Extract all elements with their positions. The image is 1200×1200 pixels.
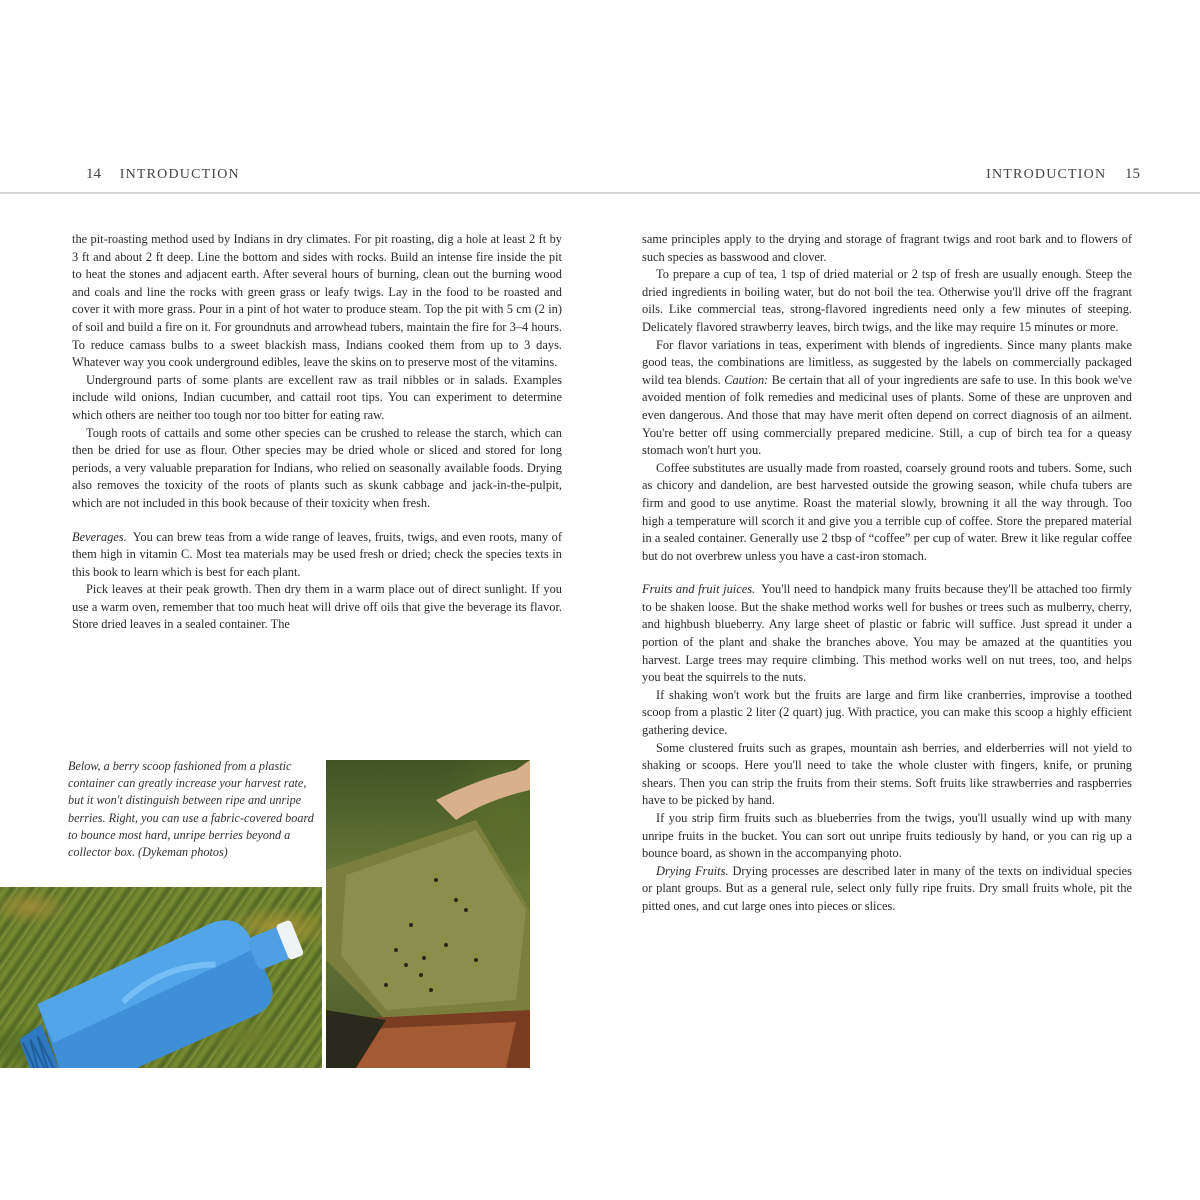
paragraph-text: Drying processes are described later in many of the texts on individual species or plant groups. But as a general rule, select only fully ripe fruits. Dry small fruits whole, pit the pitted ones, and cut large ones into pieces or slices. [642,863,1132,913]
paragraph: the pit-roasting method used by Indians in dry climates. For pit roasting, dig a hole at least 2 ft by 3 ft and about 2 ft deep. Line the bottom and sides with rocks. Build an intense fire inside the pit to heat the stones and adjacent earth. After several hours of burning, clean out the burning wood and coals and line the rocks with green grass or leafy twigs. Lay in the food to be roasted and cover it with more grass. Pour in a pint of hot water to produce steam. Top the pit with 5 cm (2 in) of soil and build a fire on it. For groundnuts and arrowhead tubers, maintain the fire for 3–4 hours. To reduce camass bulbs to a sweet blackish mass, Indians cooked them from up to 3 days. Whatever way you cook underground edibles, leave the skins on to preserve most of the vitamins. [72,232,562,370]
paragraph-text: You'll need to handpick many fruits because they'll be attached too firmly to be shaken loose. But the shake method works well for bushes or trees such as mulberry, cherry, and highbush blueberry. Any large sheet of plastic or fabric will suffice. Just spread it under a portion of the plant and shake the branches above. You may be amazed at the quantities you harvest. Large trees may require climbing. This method works well on nut trees, too, and helps you beat the squirrels to the nuts. [642,582,1132,685]
left-page-body [72,231,562,634]
paragraph-drying [642,863,1132,916]
berry-scoop-illustration [0,887,322,1068]
paragraph: Some clustered fruits such as grapes, mountain ash berries, and elderberries will not yield to shaking or scoops. Here you'll need to take the whole cluster with fingers, knife, or pruning shears. Then you can strip the fruits from their stems. Soft fruits like strawberries and raspberries have to be picked by hand. [642,740,1132,808]
page-number-left: 14 [86,166,101,182]
running-head-left [72,166,240,183]
paragraph-fruits [642,581,1132,687]
paragraph: Tough roots of cattails and some other species can be crushed to release the starch, which can then be dried for use as flour. Other species may be dried whole or sliced and stored for long periods, a very valuable preparation for Indians, who relied on seasonally available foods. Drying also removes the toxicity of the roots of plants such as skunk cabbage and jack-in-the-pulpit, which are not included in this book because of their toxicity when fresh. [72,425,562,510]
right-page-body [642,231,1132,916]
running-head-title-left: INTRODUCTION [119,167,240,182]
bounce-board-photo [326,760,530,1068]
page-number-right: 15 [1125,166,1140,182]
paragraph: Coffee substitutes are usually made from roasted, coarsely ground roots and tubers. Some, such as chicory and dandelion, are best harvested outside the growing season, while chufa tubers are firm and good to use anytime. Roast the material slowly, browning it all the way through. Too high a temperature will scorch it and give you a terrible cup of coffee. Store the prepared material in a sealed container. Generally use 2 tbsp of “coffee” per cup of water. Brew it like regular coffee but do not overbrew unless you have a cast-iron stomach. [642,460,1132,563]
paragraph-text: You can brew teas from a wide range of leaves, fruits, twigs, and even roots, many of them high in vitamin C. Most tea materials may be used fresh or dried; check the species texts in this book to learn which is best for each plant. [72,529,562,579]
paragraph [642,337,1132,460]
paragraph: If shaking won't work but the fruits are large and firm like cranberries, improvise a toothed scoop from a plastic 2 liter (2 quart) jug. With practice, you can make this scoop a highly efficient gathering device. [642,687,1132,738]
paragraph: Underground parts of some plants are excellent raw as trail nibbles or in salads. Examples include wild onions, Indian cucumber, and cattail root tips. You can experiment to determine which others are neither too tough nor too bitter for eating raw. [72,372,562,422]
running-head-title-right: INTRODUCTION [986,167,1107,182]
subheading-drying-fruits: Drying Fruits. [656,863,729,878]
paragraph: same principles apply to the drying and storage of fragrant twigs and root bark and to flowers of such species as basswood and clover. [642,232,1132,264]
photo-caption: Below, a berry scoop fashioned from a plastic container can greatly increase your harvest rate, but it won't distinguish between ripe and unripe berries. Right, you can use a fabric-covered board to bounce most hard, unripe berries beyond a collector box. (Dykeman photos) [68,759,314,860]
section-heading-beverages: Beverages. [72,529,127,544]
paragraph: Pick leaves at their peak growth. Then dry them in a warm place out of direct sunlight. If you use a warm oven, remember that too much heat will drive off oils that give the beverage its flavor. Store dried leaves in a sealed container. The [72,582,562,632]
header-rule [0,192,1200,194]
berry-scoop-photo [0,887,322,1068]
section-heading-fruits: Fruits and fruit juices. [642,582,756,597]
paragraph-text: Be certain that all of your ingredients are safe to use. In this book we've avoided mention of folk remedies and medicinal uses of plants. Some of these are unproven and even dangerous. And those that may have merit often depend on correct diagnosis of an ailment. You're better off using commercially prepared medicine. Still, a cup of birch tea for a queasy stomach won't hurt you. [642,372,1132,458]
running-head-right [986,166,1154,183]
bounce-board-illustration [326,760,530,1068]
caution-label: Caution: [724,372,769,387]
paragraph-text: For flavor variations in teas, experiment with blends of ingredients. Since many plants make good teas, the combinations are limitless, as suggested by the labels on commercially packaged wild tea blends. [642,337,1132,387]
paragraph: If you strip firm fruits such as blueberries from the twigs, you'll usually wind up with many unripe fruits in the bucket. You can sort out unripe fruits tediously by hand, or you can rig up a bounce board, as shown in the accompanying photo. [642,811,1132,861]
paragraph: To prepare a cup of tea, 1 tsp of dried material or 2 tsp of fresh are usually enough. Steep the dried ingredients in boiling water, but do not boil the tea. Otherwise you'll drive off the fragrant oils. Like commercial teas, strong-flavored ingredients need only a few minutes of steeping. Delicately flavored strawberry leaves, birch twigs, and the like may require 15 minutes or more. [642,267,1132,334]
paragraph-beverages [72,529,562,582]
